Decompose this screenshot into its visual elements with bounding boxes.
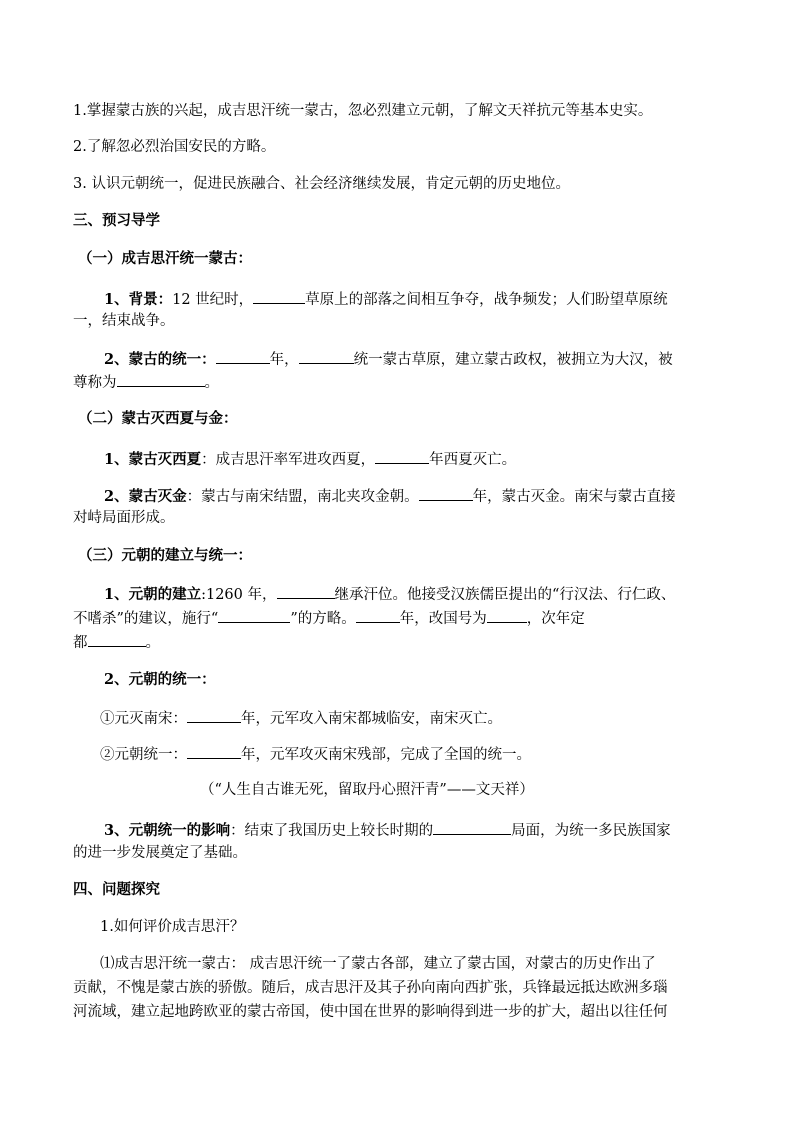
- goal-3: 3. 认识元朝统一，促进民族融合、社会经济继续发展，肯定元朝的历史地位。: [73, 176, 570, 192]
- blank-year-unify[interactable]: [187, 745, 241, 759]
- part-2-title: （二）蒙古灭西夏与金：: [78, 410, 238, 427]
- blank-person-1[interactable]: [299, 350, 354, 364]
- answer-1-line-1: ⑴成吉思汗统一蒙古： 成吉思汗统一了蒙古各部，建立了蒙古国，对蒙古的历史作出了: [100, 956, 656, 972]
- impact-label: 3、元朝统一的影响: [104, 822, 231, 839]
- jin-line-1: 2、蒙古灭金：蒙古与南宋结盟，南北夹攻金朝。 年，蒙古灭金。南宋与蒙古直接: [104, 488, 676, 505]
- goal-2: 2.了解忽必烈治国安民的方略。: [73, 139, 276, 155]
- section-3-title: 三、预习导学: [73, 212, 160, 229]
- blank-year-jin[interactable]: [419, 487, 473, 501]
- background-label: 1、背景：: [104, 291, 173, 308]
- song-fall-line: ①元灭南宋： 年，元军攻入南宋都城临安，南宋灭亡。: [100, 711, 502, 727]
- wen-tianxiang-quote: （“人生自古谁无死，留取丹心照汗青”——文天祥）: [200, 782, 534, 798]
- blank-year-xixia[interactable]: [375, 450, 429, 464]
- yuan-founding-line-2: 不嗜杀”的建议，施行“ ”的方略。 年，改国号为 ，次年定: [73, 611, 585, 627]
- blank-khan[interactable]: [277, 585, 335, 599]
- jin-line-2: 对峙局面形成。: [73, 510, 175, 526]
- blank-year-1[interactable]: [216, 350, 270, 364]
- blank-year-song[interactable]: [187, 709, 241, 723]
- blank-dynasty-name[interactable]: [487, 609, 527, 623]
- unification-line-1: 2、蒙古的统一： 年， 统一蒙古草原，建立蒙古政权，被拥立为大汉，被: [104, 351, 673, 368]
- impact-line-2: 的进一步发展奠定了基础。: [73, 845, 247, 861]
- part-3-title: （三）元朝的建立与统一：: [78, 547, 252, 564]
- yuan-founding-line-3: 都 。: [73, 635, 160, 651]
- jin-label: 2、蒙古灭金: [104, 488, 187, 505]
- yuan-founding-line-1: 1、元朝的建立:1260 年， 继承汗位。他接受汉族儒臣提出的“行汉法、行仁政、: [104, 586, 676, 603]
- answer-1-line-3: 河流域，建立起地跨欧亚的蒙古帝国，使中国在世界的影响得到进一步的扩大，超出以往任何: [73, 1004, 668, 1020]
- background-line-2: 一，结束战争。: [73, 313, 175, 329]
- blank-title[interactable]: [117, 373, 205, 387]
- yuan-unification-label: 2、元朝的统一：: [104, 671, 216, 688]
- question-1: 1.如何评价成吉思汗？: [100, 919, 245, 935]
- blank-policy[interactable]: [218, 609, 290, 623]
- blank-situation[interactable]: [433, 821, 511, 835]
- yuan-founding-label: 1、元朝的建立: [104, 586, 202, 603]
- yuan-unify-line: ②元朝统一： 年，元军攻灭南宋残部，完成了全国的统一。: [100, 747, 531, 763]
- blank-capital[interactable]: [88, 633, 146, 647]
- blank-year-rename[interactable]: [356, 609, 400, 623]
- impact-line-1: 3、元朝统一的影响：结束了我国历史上较长时期的 局面，为统一多民族国家: [104, 822, 671, 839]
- background-line-1: 1、背景：12 世纪时， 草原上的部落之间相互争夺，战争频发；人们盼望草原统: [104, 291, 668, 308]
- xixia-line: 1、蒙古灭西夏：成吉思汗率军进攻西夏， 年西夏灭亡。: [104, 451, 517, 468]
- goal-1: 1.掌握蒙古族的兴起，成吉思汗统一蒙古，忽必烈建立元朝，了解文天祥抗元等基本史实。: [73, 103, 653, 119]
- unification-line-2: 尊称为 。: [73, 375, 219, 391]
- answer-1-line-2: 贡献，不愧是蒙古族的骄傲。随后，成吉思汗及其子孙向南向西扩张，兵锋最远抵达欧洲多瑙: [73, 980, 668, 996]
- xixia-label: 1、蒙古灭西夏: [104, 451, 202, 468]
- unification-label: 2、蒙古的统一：: [104, 351, 216, 368]
- part-1-title: （一）成吉思汗统一蒙古：: [78, 250, 252, 267]
- section-4-title: 四、问题探究: [73, 881, 160, 898]
- blank-tribe[interactable]: [253, 290, 305, 304]
